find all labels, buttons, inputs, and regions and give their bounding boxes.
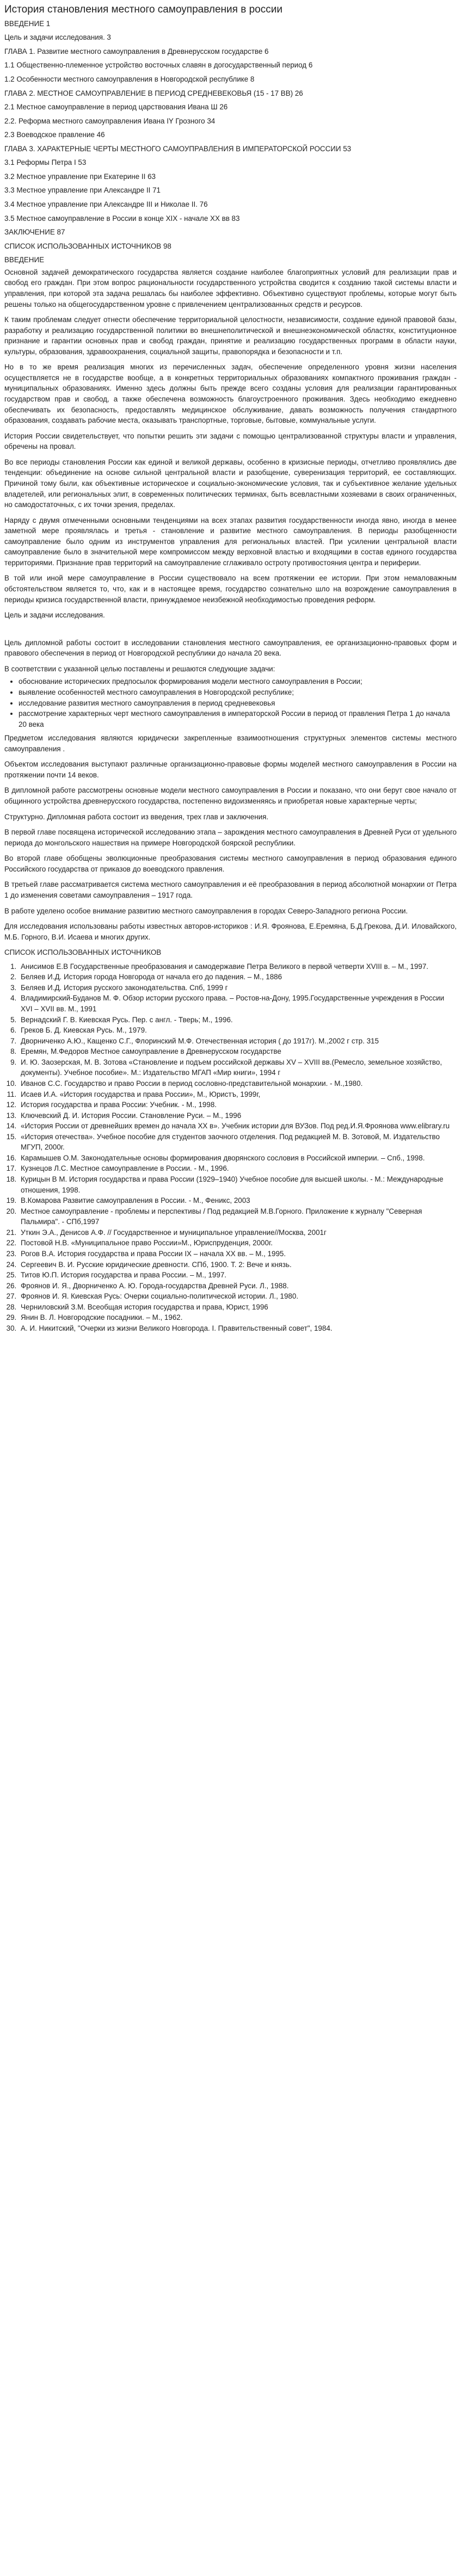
- reference-item: 19. В.Комарова Развитие самоуправления в России. - М., Феникс, 2003: [19, 1195, 457, 1206]
- reference-item: 15. «История отечества». Учебное пособие для студентов заочного отделения. Под редакцией М. В. Зотовой, М. Издательство МГУП, 2000г.: [19, 1132, 457, 1153]
- reference-item: 13. Ключевский Д. И. История России. Становление Руси. – М., 1996: [19, 1110, 457, 1121]
- toc-item: 3.5 Местное самоуправление в России в конце XIX - начале XX вв 83: [4, 214, 240, 223]
- toc-item: СПИСОК ИСПОЛЬЗОВАННЫХ ИСТОЧНИКОВ 98: [4, 242, 171, 250]
- toc-item: 3.2 Местное управление при Екатерине II 63: [4, 172, 156, 181]
- reference-item: 26. Фроянов И. Я., Дворниченко А. Ю. Города-государства Древней Руси. Л., 1988.: [19, 1281, 457, 1292]
- reference-item: 23. Рогов В.А. История государства и права России IX – начала XX вв. – М., 1995.: [19, 1249, 457, 1259]
- toc-item: Цель и задачи исследования. 3: [4, 33, 111, 42]
- intro-paragraph: Наряду с двумя отмеченными основными тенденциями на всех этапах развития государственности иногда явно, иногда в менее заметной мере проявлялась и третья - становление и развитие местного самоуправления. В периоды разобщенности самоуправление было одним из инструментов управления для региональных властей. При усилении центральной власти самоуправление было в значительной мере компромиссом между верховной властью и входящими в состав единого государства территориями. Признание прав территорий на самоуправление сглаживало остроту противостояния центра и периферии.: [4, 516, 457, 567]
- method-paragraph: В первой главе посвящена исторической исследованию этапа – зарождения местного самоуправления в Древней Руси от удельного периода до монгольского нашествия на примере Новгородской боярской республики.: [4, 828, 457, 847]
- toc-heading: ВВЕДЕНИЕ 1: [4, 19, 51, 28]
- reference-item: 16. Карамышев О.М. Законодательные основы формирования дворянского сословия в Российской империи. – Спб., 1998.: [19, 1153, 457, 1164]
- reference-item: 5. Вернадский Г. В. Киевская Русь. Пер. с англ. - Тверь; М., 1996.: [19, 1015, 457, 1026]
- toc-item: 3.4 Местное управление при Александре III и Николае II. 76: [4, 200, 208, 208]
- tasks-list: [4, 676, 457, 730]
- reference-item: 28. Черниловский З.М. Всеобщая история государства и права, Юрист, 1996: [19, 1302, 457, 1313]
- method-paragraph: Структурно. Дипломная работа состоит из введения, трех глав и заключения.: [4, 812, 269, 821]
- method-paragraph: Объектом исследования выступают различные организационно-правовые формы моделей местного самоуправления в России на протяжении почти 14 веков.: [4, 760, 457, 779]
- toc-item: 2.3 Воеводское правление 46: [4, 131, 105, 139]
- intro-paragraph: К таким проблемам следует отнести обеспечение территориальной целостности, независимости, создание единой правовой базы, разработку и реализацию государственной политики во внешнеполитической и внешнеэкономической областях, конституционное признание и гарантии основных прав и свобод граждан, принятие и реализацию государственных программ в области науки, культуры, образования, здравоохранения, социальной защиты, правопорядка и безопасности и т.п.: [4, 316, 457, 356]
- reference-item: 6. Греков Б. Д. Киевская Русь. М., 1979.: [19, 1025, 457, 1036]
- toc-item: ГЛАВА 3. ХАРАКТЕРНЫЕ ЧЕРТЫ МЕСТНОГО САМОУПРАВЛЕНИЯ В ИМПЕРАТОРСКОЙ РОССИИ 53: [4, 144, 352, 153]
- reference-item: 1. Анисимов Е.В Государственные преобразования и самодержавие Петра Великого в первой четверти XVIII в. – М., 1997.: [19, 961, 457, 972]
- goal-paragraph: Цель дипломной работы состоит в исследовании становления местного самоуправления, ее организационно-правовых форм и правового обеспечения в период от Новгородской республики до начала 20 века.: [4, 638, 457, 658]
- table-of-contents: [4, 32, 457, 251]
- reference-item: 8. Еремян, М.Федоров Местное самоуправление в Древнерусском государстве: [19, 1046, 457, 1057]
- reference-item: 3. Беляев И.Д. История русского законодательства. Спб, 1999 г: [19, 983, 457, 993]
- reference-item: 2. Беляев И.Д. История города Новгорода от начала его до падения. – М., 1886: [19, 972, 457, 983]
- method-paragraph: В дипломной работе рассмотрены основные модели местного самоуправления в России и показано, что они берут свое начало от общинного устройства древнерусского государства, постепенно видоизменяясь и приобретая новые характерные черты;: [4, 786, 457, 805]
- intro-paragraph: История России свидетельствует, что попытки решить эти задачи с помощью централизованной структуры власти и управления, обречены на провал.: [4, 431, 457, 451]
- tasks-intro: В соответствии с указанной целью поставлены и решаются следующие задачи:: [4, 664, 275, 673]
- reference-item: 29. Янин В. Л. Новгородские посадники. – М., 1962.: [19, 1312, 457, 1323]
- reference-item: 22. Постовой Н.В. «Муниципальное право России»М., Юриспруденция, 2000г.: [19, 1238, 457, 1249]
- toc-item: 3.3 Местное управление при Александре II 71: [4, 186, 161, 195]
- intro-paragraph: Но в то же время реализация многих из перечисленных задач, обеспечение определенного уровня жизни населения осуществляется не в государстве вообще, а в конкретных территориальных образованиях компактного проживания граждан - муниципальных образованиях. Именно здесь должны быть прежде всего созданы условия для реализации гарантированных государством прав и свобод, а также обеспечена возможность благоустроенного проживания. Здесь необходимо ежедневно обеспечивать их безопасность, предоставлять медицинское обслуживание, давать возможность получения стандартного образования, создавать рабочие места, оказывать транспортные, торговые, бытовые, коммунальные услуги.: [4, 363, 457, 425]
- reference-item: 7. Дворниченко А.Ю., Кащенко С.Г., Флоринский М.Ф. Отечественная история ( до 1917г). М.,2002 г стр. 315: [19, 1036, 457, 1047]
- method-section: [4, 733, 457, 942]
- reference-item: 17. Кузнецов Л.С. Местное самоуправление в России. - М., 1996.: [19, 1163, 457, 1174]
- task-item: • обоснование исторических предпосылок формирования модели местного самоуправления в России;: [19, 676, 457, 687]
- reference-item: 18. Курицын В М. История государства и права России (1929–1940) Учебное пособие для высшей школы. - М.: Международные отношения, 1998.: [19, 1174, 457, 1195]
- reference-item: 12. История государства и права России: Учебник. - М., 1998.: [19, 1099, 457, 1110]
- toc-item: ГЛАВА 1. Развитие местного самоуправления в Древнерусском государстве 6: [4, 47, 269, 55]
- reference-item: 25. Титов Ю.П. История государства и права России. – М., 1997.: [19, 1270, 457, 1281]
- intro-paragraph: Основной задачей демократического государства является создание наиболее благоприятных условий для реализации прав и свобод его граждан. При этом вопрос рациональности государственного устройства сводится к созданию такой системы власти и управления, при которой эта задача решалась бы наиболее эффективно. Объективно существуют проблемы, которые могут быть решены только на общегосударственном уровне с привлечением централизованных средств и ресурсов.: [4, 268, 457, 308]
- toc-item: 1.1 Общественно-племенное устройство восточных славян в догосударственный период 6: [4, 61, 313, 70]
- toc-item: 3.1 Реформы Петра I 53: [4, 158, 87, 167]
- reference-item: 9. И. Ю. Заозерская, М. В. Зотова «Становление и подъем российской державы XV – XVIII вв.(Ремесло, земельное хозяйство, документы). Учебное пособие». М.: Издательство МГАП «Мир книги», 1994 г: [19, 1057, 457, 1078]
- toc-item: ЗАКЛЮЧЕНИЕ 87: [4, 228, 65, 237]
- toc-item: 1.2 Особенности местного самоуправления в Новгородской республике 8: [4, 75, 255, 83]
- method-paragraph: В третьей главе рассматривается система местного самоуправления и её преобразования в период абсолютной монархии от Петра 1 до изменения советами самоуправления – 1917 года.: [4, 880, 457, 899]
- toc-item: ГЛАВА 2. МЕСТНОЕ САМОУПРАВЛЕНИЕ В ПЕРИОД СРЕДНЕВЕКОВЬЯ (15 - 17 ВВ) 26: [4, 89, 303, 97]
- task-item: • выявление особенностей местного самоуправления в Новгородской республике;: [19, 687, 457, 698]
- references-list: [4, 961, 457, 1334]
- reference-item: 27. Фроянов И. Я. Киевская Русь: Очерки социально-политической истории. Л., 1980.: [19, 1291, 457, 1302]
- reference-item: 11. Исаев И.А. «История государства и права России», М., Юристъ, 1999г,: [19, 1089, 457, 1100]
- method-paragraph: Предметом исследования являются юридически закрепленные взаимоотношения структурных элементов системы местного самоуправления .: [4, 734, 457, 753]
- method-paragraph: В работе уделено особое внимание развитию местного самоуправления в городах Северо-Западного региона России.: [4, 906, 408, 915]
- toc-item: 2.1 Местное самоуправление в период царствования Ивана Ш 26: [4, 103, 228, 112]
- reference-item: 30. А. И. Никитский, "Очерки из жизни Великого Новгорода. I. Правительственный совет", 1984.: [19, 1323, 457, 1334]
- reference-item: 20. Местное самоуправление - проблемы и перспективы / Под редакцией М.В.Горного. Приложение к журналу "Северная Пальмира". - СПб,1997: [19, 1206, 457, 1227]
- intro-paragraph: Во все периоды становления России как единой и великой державы, особенно в кризисные периоды, отчетливо проявлялись две тенденции: объединение на основе сильной центральной власти и разобщение, суверенизация территорий, ее составляющих. Причиной тому были, как объективные историческое и социально-экономические условия, так и субъективное желание удельных владетелей, или региональных элит, в современных политических терминах, быть всевластными хозяевами в своих ограниченных, но самодостаточных, с их точки зрения, пределах.: [4, 458, 457, 509]
- toc-item: 2.2. Реформа местного самоуправления Ивана IY Грозного 34: [4, 116, 216, 125]
- reference-item: 14. «История России от древнейших времен до начала XX в». Учебник истории для ВУЗов. Под ред.И.Я.Фроянова www.elibrary.ru: [19, 1121, 457, 1132]
- reference-item: 24. Сергеевич В. И. Русские юридические древности. СПб, 1900. Т. 2: Вече и князь.: [19, 1259, 457, 1270]
- intro-heading: ВВЕДЕНИЕ: [4, 256, 45, 264]
- reference-item: 4. Владимирский-Буданов М. Ф. Обзор истории русского права. – Ростов-на-Дону, 1995.Государственные учреждения в России XVI – XVII вв. М., 1991: [19, 993, 457, 1014]
- intro-paragraph: В той или иной мере самоуправление в России существовало на всем протяжении ее истории. При этом немаловажным обстоятельством является то, что, как и в настоящее время, государство сознательно шло на возрождение самоуправления в периоды кризиса государственной власти, принуждаемое неизбежной необходимостью проведения реформ.: [4, 574, 457, 604]
- goals-heading: Цель и задачи исследования.: [4, 611, 105, 620]
- page-title: История становления местного самоуправления в россии: [4, 4, 282, 15]
- method-paragraph: Для исследования использованы работы известных авторов-историков : И.Я. Фроянова, Е.Еремяна, Б.Д.Грекова, Д.И. Иловайского, М.Б. Горного, В.И. Исаева и многих других.: [4, 922, 457, 941]
- intro-section: [4, 267, 457, 605]
- spacer: [4, 626, 457, 638]
- references-heading: СПИСОК ИСПОЛЬЗОВАННЫХ ИСТОЧНИКОВ: [4, 948, 162, 957]
- task-item: • исследование развития местного самоуправления в период средневековья: [19, 698, 457, 709]
- task-item: • рассмотрение характерных черт местного самоуправления в императорской России в период от правления Петра 1 до начала 20 века: [19, 708, 457, 730]
- method-paragraph: Во второй главе обобщены эволюционные преобразования системы местного самоуправления в период образования единого Российского государства от приказов до воеводского правления.: [4, 854, 457, 873]
- reference-item: 10. Иванов С.С. Государство и право России в период сословно-представительной монархии. - М.,1980.: [19, 1078, 457, 1089]
- reference-item: 21. Уткин Э.А., Денисов А.Ф. // Государственное и муниципальное управление//Москва, 2001г: [19, 1227, 457, 1238]
